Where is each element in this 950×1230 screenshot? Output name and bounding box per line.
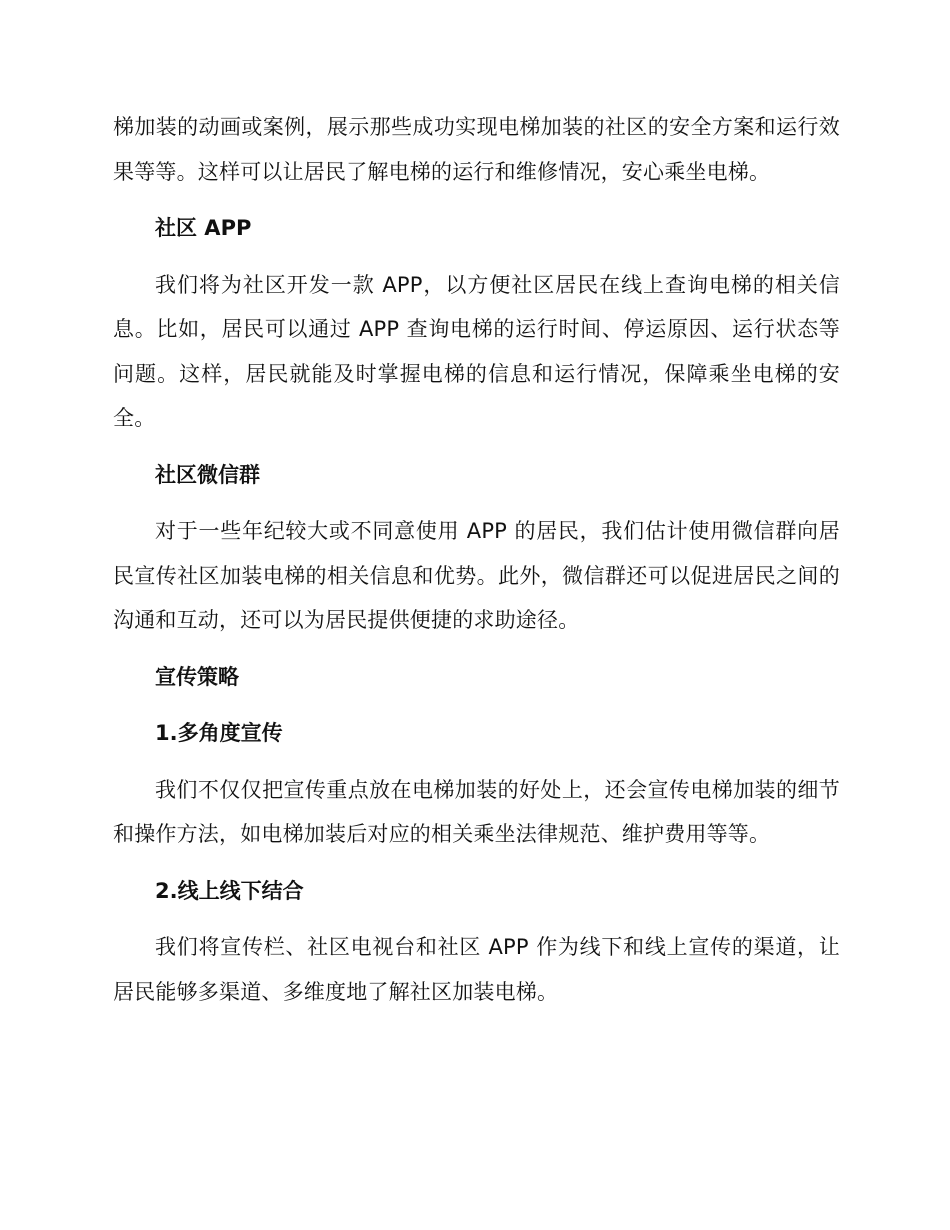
paragraph-online-offline: 我们将宣传栏、社区电视台和社区 APP 作为线下和线上宣传的渠道，让居民能够多渠道、多维度地了解社区加装电梯。 xyxy=(113,935,840,1004)
heading-promotion-strategy: 宣传策略 xyxy=(155,664,239,689)
paragraph-multi-angle: 我们不仅仅把宣传重点放在电梯加装的好处上，还会宣传电梯加装的细节和操作方法，如电梯加装后对应的相关乘坐法律规范、维护费用等等。 xyxy=(113,777,840,846)
spacer xyxy=(113,194,840,206)
heading-multi-angle: 1.多角度宣传 xyxy=(155,721,283,745)
heading-community-app: 社区 APP xyxy=(155,216,252,240)
spacer xyxy=(113,857,840,869)
heading-online-offline: 2.线上线下结合 xyxy=(155,878,304,903)
spacer xyxy=(113,251,840,263)
spacer xyxy=(113,497,840,509)
spacer xyxy=(113,756,840,768)
spacer xyxy=(113,913,840,925)
spacer xyxy=(113,441,840,453)
spacer xyxy=(113,643,840,655)
paragraph-continuation: 梯加装的动画或案例，展示那些成功实现电梯加装的社区的安全方案和运行效果等等。这样可以让居民了解电梯的运行和维修情况，安心乘坐电梯。 xyxy=(113,115,840,184)
heading-wechat-group: 社区微信群 xyxy=(155,462,260,487)
paragraph-community-app: 我们将为社区开发一款 APP，以方便社区居民在线上查询电梯的相关信息。比如，居民可以通过 APP 查询电梯的运行时间、停运原因、运行状态等问题。这样，居民就能及时掌握电梯的信息和运行情况，保障乘坐电梯的安全。 xyxy=(113,272,840,430)
paragraph-wechat-group: 对于一些年纪较大或不同意使用 APP 的居民，我们估计使用微信群向居民宣传社区加装电梯的相关信息和优势。此外，微信群还可以促进居民之间的沟通和互动，还可以为居民提供便捷的求助途径。 xyxy=(113,519,840,632)
spacer xyxy=(113,699,840,711)
document-page xyxy=(113,105,840,1014)
